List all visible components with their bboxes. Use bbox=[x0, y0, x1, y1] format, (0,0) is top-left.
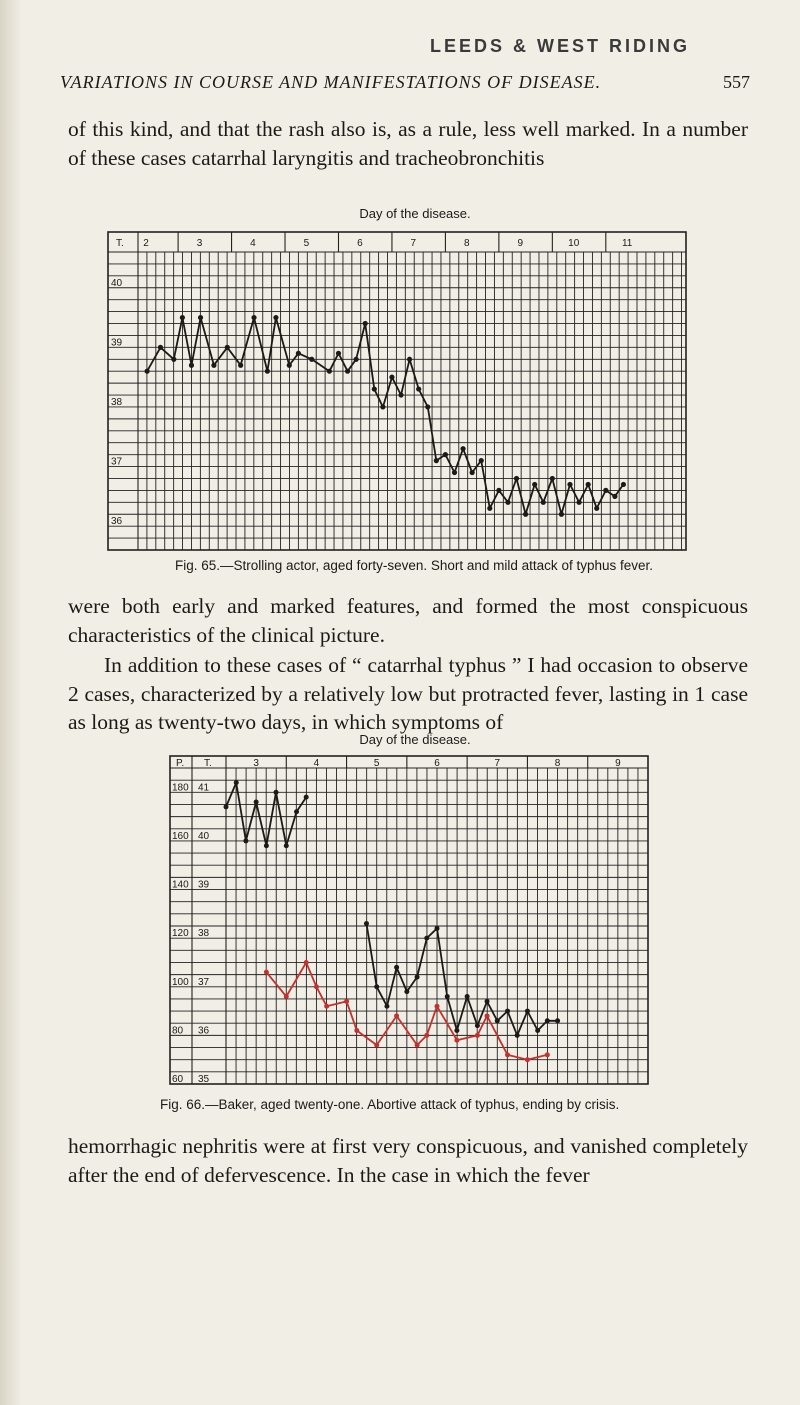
paragraph-2a: were both early and marked features, and formed the most conspicuous characteristics of the clinical picture. bbox=[68, 594, 748, 647]
fig66-temperature-point bbox=[424, 936, 429, 941]
fig65-temperature-point bbox=[576, 500, 581, 505]
fig66-temperature-point bbox=[465, 994, 470, 999]
fig66-temperature-point bbox=[475, 1023, 480, 1028]
fig65-temperature-chart bbox=[108, 232, 688, 552]
fig65-temperature-point bbox=[372, 386, 377, 391]
fig66-corner-label-temp: T. bbox=[204, 758, 212, 769]
fig66-temperature-point bbox=[415, 975, 420, 980]
fig66-pulse-point bbox=[304, 960, 309, 965]
fig66-pulse-point bbox=[344, 999, 349, 1004]
fig65-temperature-point bbox=[327, 369, 332, 374]
fig65-temperature-point bbox=[479, 458, 484, 463]
fig65-temperature-point bbox=[273, 315, 278, 320]
fig65-day-label: 6 bbox=[357, 238, 363, 249]
fig66-pulse-point bbox=[324, 1004, 329, 1009]
fig66-temperature-point bbox=[304, 795, 309, 800]
fig66-temperature-point bbox=[374, 984, 379, 989]
fig65-temperature-point bbox=[621, 482, 626, 487]
fig66-temperature-point bbox=[555, 1018, 560, 1023]
fig65-temperature-point bbox=[211, 363, 216, 368]
fig65-temperature-point bbox=[452, 470, 457, 475]
fig65-temperature-point bbox=[523, 512, 528, 517]
fig65-temperature-point bbox=[336, 351, 341, 356]
fig66-day-label: 9 bbox=[615, 758, 621, 769]
fig65-temperature-point bbox=[171, 357, 176, 362]
fig66-pulse-tick-label: 140 bbox=[172, 879, 189, 891]
fig65-temperature-point bbox=[225, 345, 230, 350]
running-title: VARIATIONS IN COURSE AND MANIFESTATIONS OF DISEASE. bbox=[60, 72, 602, 92]
fig65-temp-tick-label: 39 bbox=[111, 337, 123, 349]
fig65-temp-tick-label: 40 bbox=[111, 277, 123, 289]
fig66-pulse-point bbox=[505, 1052, 510, 1057]
fig65-day-label: 4 bbox=[250, 238, 256, 249]
paragraph-2b-text: In addition to these cases of “ catarrhal typhus ” I had occasion to observe 2 cases, characterized by a relatively low but protracted fever, lasting in 1 case as long as twenty-two days, in which symptoms of bbox=[68, 653, 748, 734]
fig66-temperature-point bbox=[485, 999, 490, 1004]
fig66-pulse-point bbox=[545, 1052, 550, 1057]
fig66-temperature-point bbox=[264, 843, 269, 848]
fig66-pulse-point bbox=[485, 1013, 490, 1018]
fig66-pulse-point bbox=[284, 994, 289, 999]
fig65-day-label: 8 bbox=[464, 238, 470, 249]
fig65-temperature-point bbox=[532, 482, 537, 487]
fig66-day-label: 4 bbox=[313, 758, 320, 769]
fig65-temperature-point bbox=[594, 506, 599, 511]
fig66-temperature-point bbox=[364, 921, 369, 926]
fig65-temperature-point bbox=[505, 500, 510, 505]
fig66-pulse-point bbox=[374, 1043, 379, 1048]
fig65-day-label: 3 bbox=[196, 238, 203, 249]
fig66-temp-tick-label: 41 bbox=[198, 782, 210, 794]
fig65-temperature-point bbox=[265, 369, 270, 374]
fig66-pulse-tick-label: 100 bbox=[172, 976, 189, 988]
fig65-temperature-point bbox=[380, 404, 385, 409]
fig65-temperature-point bbox=[541, 500, 546, 505]
fig65-caption: Fig. 65.—Strolling actor, aged forty-seven. Short and mild attack of typhus fever. bbox=[175, 558, 653, 573]
fig66-caption: Fig. 66.—Baker, aged twenty-one. Abortive attack of typhus, ending by crisis. bbox=[160, 1097, 620, 1112]
fig66-temperature-point bbox=[224, 804, 229, 809]
paragraph-2b bbox=[68, 651, 748, 737]
fig66-pulse-tick-label: 120 bbox=[172, 928, 189, 940]
fig65-temperature-point bbox=[309, 357, 314, 362]
fig65-temperature-point bbox=[354, 357, 359, 362]
fig66-temperature-point bbox=[404, 989, 409, 994]
fig65-day-label: 5 bbox=[303, 238, 310, 249]
fig65-temperature-point bbox=[603, 488, 608, 493]
fig65-temperature-point bbox=[345, 369, 350, 374]
fig65-temperature-point bbox=[612, 494, 617, 499]
fig65-temperature-point bbox=[389, 375, 394, 380]
fig65-day-label: 2 bbox=[143, 238, 149, 249]
fig66-temp-tick-label: 36 bbox=[198, 1025, 210, 1037]
fig66-temp-tick-label: 40 bbox=[198, 830, 210, 842]
library-stamp: LEEDS & WEST RIDING bbox=[430, 36, 691, 56]
fig66-pulse-tick-label: 60 bbox=[172, 1074, 184, 1085]
fig65-temp-tick-label: 38 bbox=[111, 396, 123, 408]
fig65-temperature-point bbox=[251, 315, 256, 320]
fig66-temperature-pulse-chart bbox=[170, 756, 650, 1086]
paragraph-1: of this kind, and that the rash also is, as a rule, less well marked. In a number of these cases catarrhal laryngitis and tracheobronchitis bbox=[68, 117, 748, 170]
fig65-corner-label: T. bbox=[116, 238, 124, 249]
fig66-temperature-point bbox=[535, 1028, 540, 1033]
fig66-temperature-point bbox=[445, 994, 450, 999]
fig66-pulse-point bbox=[475, 1033, 480, 1038]
fig65-temperature-point bbox=[296, 351, 301, 356]
fig66-pulse-point bbox=[525, 1057, 530, 1062]
fig65-temperature-point bbox=[158, 345, 163, 350]
fig65-temperature-point bbox=[416, 386, 421, 391]
fig66-day-label: 7 bbox=[494, 758, 501, 769]
fig65-temperature-point bbox=[434, 458, 439, 463]
fig66-temperature-point bbox=[394, 965, 399, 970]
fig66-pulse-point bbox=[435, 1004, 440, 1009]
fig66-temperature-point bbox=[454, 1028, 459, 1033]
fig66-day-label: 5 bbox=[373, 758, 380, 769]
fig65-day-label: 7 bbox=[410, 238, 417, 249]
fig65-temperature-point bbox=[559, 512, 564, 517]
fig65-temperature-point bbox=[198, 315, 203, 320]
page-gutter-shadow bbox=[0, 0, 22, 1405]
fig65-temperature-point bbox=[443, 452, 448, 457]
fig66-temp-tick-label: 38 bbox=[198, 928, 210, 940]
fig66-temperature-point bbox=[254, 800, 259, 805]
fig65-temperature-point bbox=[460, 446, 465, 451]
fig66-pulse-tick-label: 180 bbox=[172, 782, 189, 794]
fig66-temperature-point bbox=[294, 809, 299, 814]
fig66-temperature-point bbox=[435, 926, 440, 931]
fig65-temperature-point bbox=[189, 363, 194, 368]
fig65-temperature-point bbox=[567, 482, 572, 487]
fig66-pulse-tick-label: 80 bbox=[172, 1025, 184, 1037]
fig66-pulse-point bbox=[264, 970, 269, 975]
fig66-day-label: 3 bbox=[253, 758, 259, 769]
fig65-temperature-point bbox=[586, 482, 591, 487]
fig66-temperature-point bbox=[284, 843, 289, 848]
fig66-temp-tick-label: 39 bbox=[198, 879, 210, 891]
fig66-temp-tick-label: 35 bbox=[198, 1074, 210, 1085]
fig66-day-label: 6 bbox=[434, 758, 440, 769]
fig65-day-label: 10 bbox=[568, 238, 580, 249]
fig66-corner-label-pulse: P. bbox=[176, 758, 185, 769]
fig66-temperature-point bbox=[495, 1018, 500, 1023]
fig65-temperature-point bbox=[514, 476, 519, 481]
fig66-pulse-point bbox=[454, 1038, 459, 1043]
fig66-pulse-point bbox=[394, 1013, 399, 1018]
fig66-pulse-tick-label: 160 bbox=[172, 830, 189, 842]
fig65-temperature-point bbox=[144, 369, 149, 374]
fig66-pulse-point bbox=[424, 1033, 429, 1038]
fig65-temp-tick-label: 37 bbox=[111, 456, 123, 468]
fig65-temperature-point bbox=[398, 392, 403, 397]
fig65-temperature-point bbox=[496, 488, 501, 493]
fig65-temperature-point bbox=[425, 404, 430, 409]
page-number: 557 bbox=[723, 72, 750, 92]
fig66-temperature-point bbox=[234, 780, 239, 785]
fig66-temperature-point bbox=[243, 838, 248, 843]
fig65-temp-tick-label: 36 bbox=[111, 516, 123, 528]
fig66-pulse-point bbox=[354, 1028, 359, 1033]
fig65-day-label: 9 bbox=[517, 238, 524, 249]
fig65-temperature-point bbox=[238, 363, 243, 368]
fig65-temperature-point bbox=[550, 476, 555, 481]
fig65-day-label: 11 bbox=[621, 238, 633, 249]
fig66-temperature-point bbox=[274, 790, 279, 795]
fig66-day-label: 8 bbox=[554, 758, 561, 769]
fig66-pulse-point bbox=[415, 1043, 420, 1048]
fig66-temperature-point bbox=[505, 1009, 510, 1014]
paragraph-3: hemorrhagic nephritis were at first very conspicuous, and vanished completely after the end of defervescence. In the case in which the fever bbox=[68, 1134, 748, 1187]
fig65-temperature-point bbox=[487, 506, 492, 511]
fig66-temp-tick-label: 37 bbox=[198, 976, 210, 988]
fig65-temperature-point bbox=[287, 363, 292, 368]
fig65-temperature-point bbox=[180, 315, 185, 320]
fig66-temperature-point bbox=[515, 1033, 520, 1038]
fig66-pulse-point bbox=[314, 984, 319, 989]
fig66-temperature-point bbox=[384, 1004, 389, 1009]
fig65-heading: Day of the disease. bbox=[359, 206, 471, 221]
fig66-temperature-point bbox=[545, 1018, 550, 1023]
fig66-heading: Day of the disease. bbox=[359, 732, 471, 747]
fig65-temperature-point bbox=[363, 321, 368, 326]
fig66-temperature-point bbox=[525, 1009, 530, 1014]
fig65-temperature-point bbox=[407, 357, 412, 362]
fig65-temperature-point bbox=[470, 470, 475, 475]
